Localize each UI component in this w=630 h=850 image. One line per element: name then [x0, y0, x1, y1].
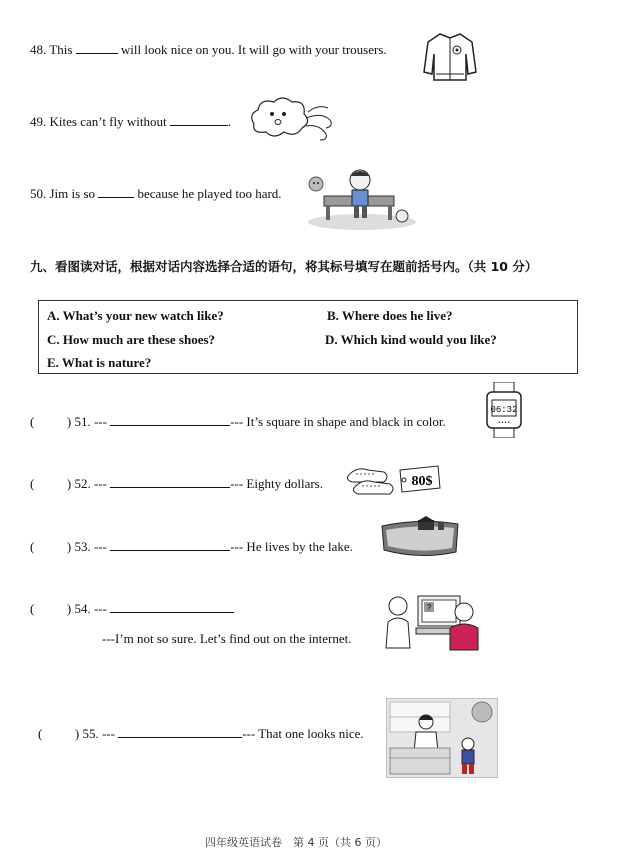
dialog-reply: --- Eighty dollars. — [230, 476, 323, 491]
options-box — [38, 300, 578, 374]
answer-blank[interactable] — [98, 186, 134, 198]
question-number: 54. --- — [74, 601, 107, 616]
answer-bracket-space[interactable] — [38, 477, 64, 488]
watch-icon — [484, 382, 524, 438]
paren-open: ( — [30, 601, 35, 616]
period: . — [227, 114, 232, 129]
answer-blank[interactable] — [110, 414, 230, 426]
paren-open: ( — [30, 414, 35, 429]
question-number: 51. --- — [74, 414, 107, 429]
question-number: 50. — [30, 186, 47, 201]
dialog-55 — [38, 726, 364, 740]
paren-open: ( — [38, 726, 43, 741]
paren-open: ( — [30, 476, 35, 491]
watch-time-text: 06:32 — [490, 405, 518, 415]
shop-scene-icon — [386, 698, 498, 778]
paren-close: ) — [66, 414, 72, 429]
dialog-reply: ---I’m not so sure. Let’s find out on the internet. — [102, 631, 352, 646]
question-text: This — [49, 42, 73, 57]
answer-blank[interactable] — [170, 114, 228, 126]
option-e: E. What is nature? — [47, 355, 152, 370]
dialog-reply: --- That one looks nice. — [242, 726, 364, 741]
answer-bracket-space[interactable] — [46, 727, 72, 738]
question-49 — [30, 114, 231, 128]
question-50 — [30, 186, 282, 200]
dialog-51 — [30, 414, 446, 428]
option-c: C. How much are these shoes? — [47, 332, 216, 347]
jacket-icon — [422, 28, 478, 84]
dialog-53 — [30, 539, 353, 553]
answer-blank[interactable] — [110, 601, 234, 613]
question-number: 55. --- — [82, 726, 115, 741]
paren-close: ) — [66, 601, 72, 616]
dialog-52 — [30, 476, 323, 490]
svg-text:• • • •: • • • • — [498, 420, 510, 426]
option-d: D. Which kind would you like? — [325, 332, 497, 347]
lake-house-icon — [380, 516, 460, 560]
wind-cloud-icon — [246, 94, 340, 148]
paren-open: ( — [30, 539, 35, 554]
option-b: B. Where does he live? — [327, 308, 453, 323]
question-number: 48. — [30, 42, 47, 57]
paren-close: ) — [66, 539, 72, 554]
section-heading: 九、看图读对话，根据对话内容选择合适的语句，将其标号填写在题前括号内。（共 10 分） — [30, 259, 538, 274]
answer-blank[interactable] — [110, 539, 230, 551]
dialog-reply: --- It’s square in shape and black in color. — [230, 414, 446, 429]
shoes-price-icon — [346, 458, 442, 500]
dialog-reply: --- He lives by the lake. — [230, 539, 353, 554]
answer-bracket-space[interactable] — [38, 415, 64, 426]
tired-boy-icon — [306, 166, 418, 230]
answer-bracket-space[interactable] — [38, 540, 64, 551]
question-text: will look nice on you. It will go with your trousers. — [120, 42, 387, 57]
price-tag-text: 80$ — [411, 474, 433, 489]
option-a: A. What’s your new watch like? — [47, 308, 224, 323]
answer-blank[interactable] — [110, 476, 230, 488]
question-text: because he played too hard. — [137, 186, 282, 201]
paren-close: ) — [74, 726, 80, 741]
svg-text:?: ? — [426, 603, 432, 612]
question-number: 53. --- — [74, 539, 107, 554]
question-48 — [30, 42, 387, 56]
page-footer: 四年级英语试卷 第 4 页（共 6 页） — [205, 836, 387, 849]
paren-close: ) — [66, 476, 72, 491]
computer-kids-icon — [384, 592, 480, 652]
question-number: 49. — [30, 114, 47, 129]
question-text: Kites can’t fly without — [49, 114, 167, 129]
answer-bracket-space[interactable] — [38, 602, 64, 613]
question-number: 52. --- — [74, 476, 107, 491]
dialog-54 — [30, 601, 234, 615]
answer-blank[interactable] — [76, 42, 118, 54]
answer-blank[interactable] — [118, 726, 242, 738]
question-text: Jim is so — [49, 186, 96, 201]
